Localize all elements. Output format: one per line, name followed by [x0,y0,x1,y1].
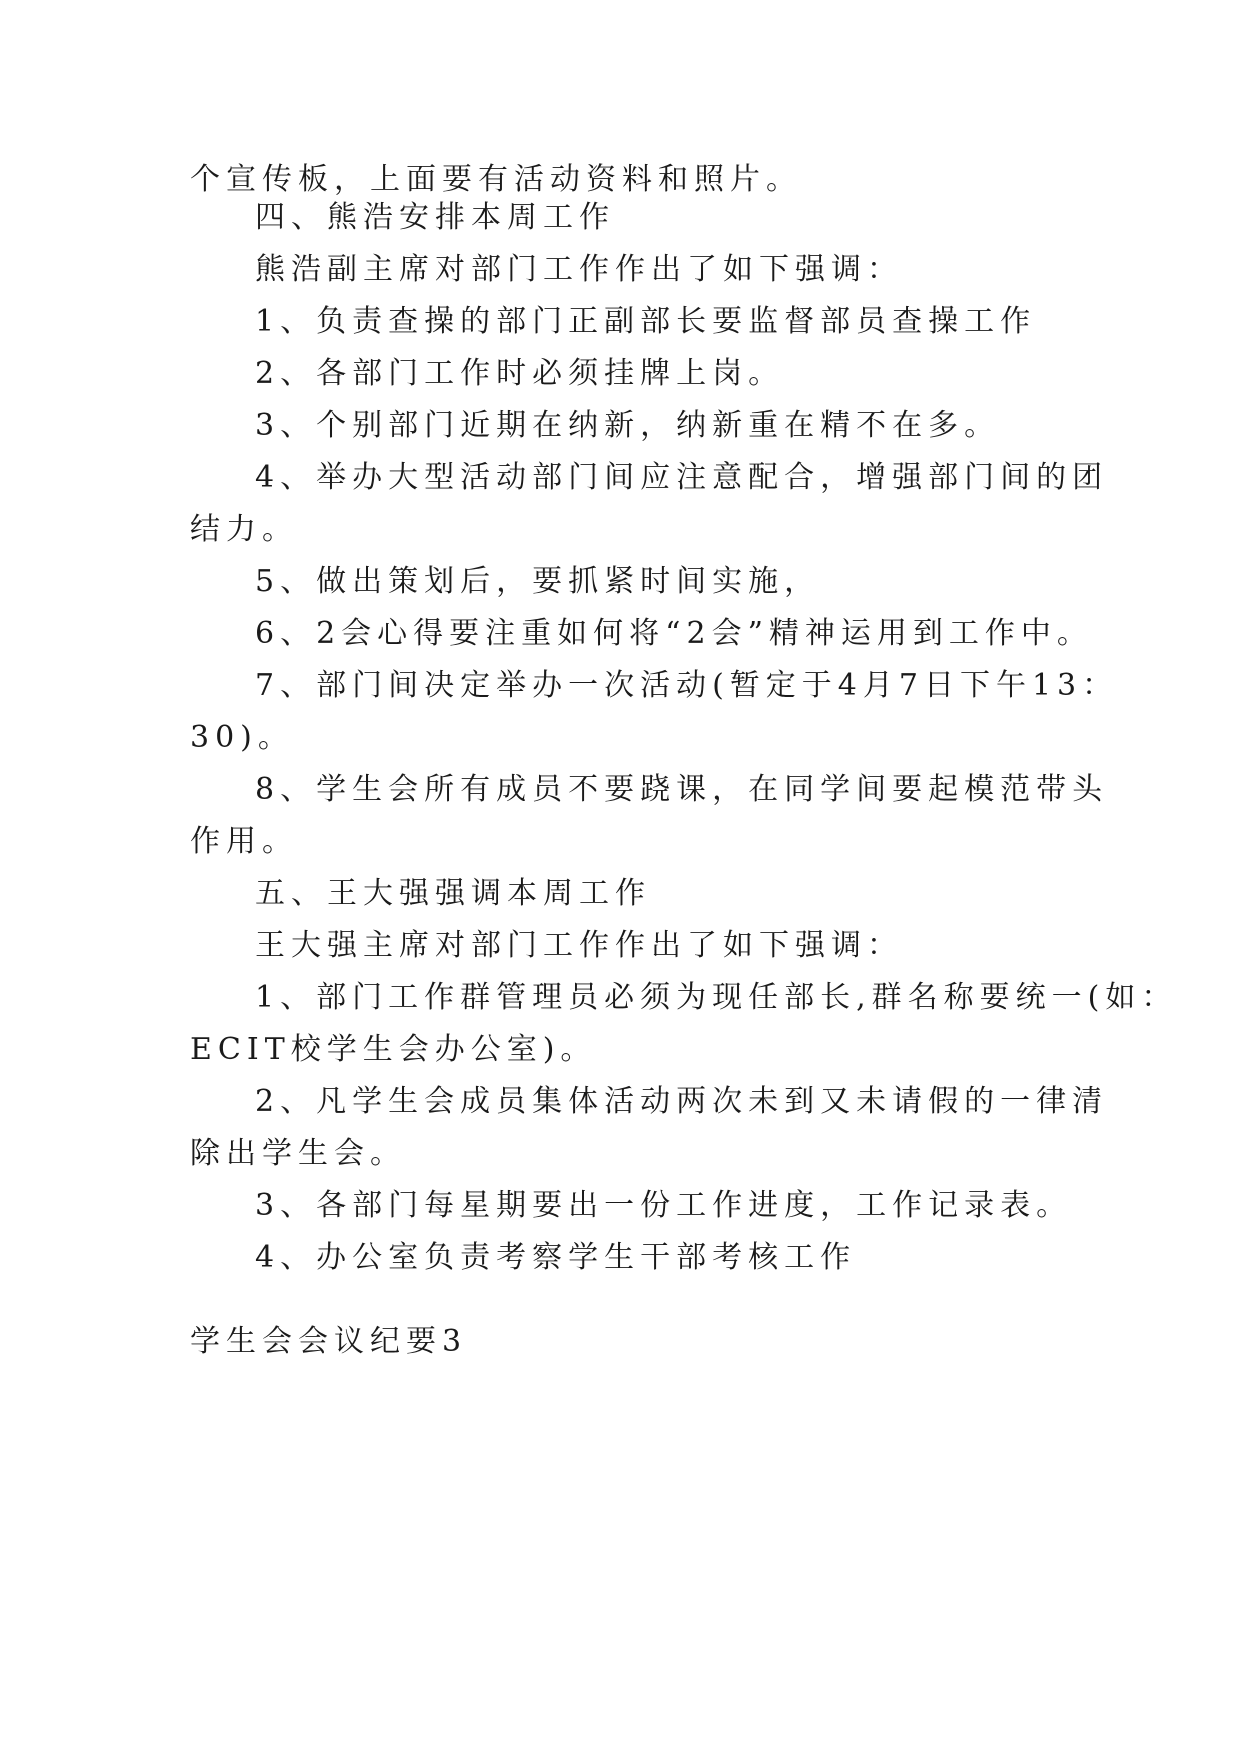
paragraph-line: 熊浩副主席对部门工作作出了如下强调： [255,252,903,287]
list-item-continuation: 结力。 [190,512,298,547]
list-item: 5、做出策划后，要抓紧时间实施， [255,564,821,599]
list-item: 1、部门工作群管理员必须为现任部长,群名称要统一(如： [255,980,1178,1015]
list-item: 1、负责查操的部门正副部长要监督部员查操工作 [255,304,1037,339]
list-item: 3、各部门每星期要出一份工作进度，工作记录表。 [255,1188,1073,1223]
list-item-continuation: 作用。 [190,824,298,859]
paragraph-line: 王大强主席对部门工作作出了如下强调： [255,928,903,963]
list-item-continuation: ECIT校学生会办公室)。 [190,1032,597,1067]
list-item: 8、学生会所有成员不要跷课，在同学间要起模范带头 [255,772,1109,807]
list-item: 4、办公室负责考察学生干部考核工作 [255,1240,857,1275]
list-item: 7、部门间决定举办一次活动(暂定于4月7日下午13： [255,668,1119,703]
section-heading: 四、熊浩安排本周工作 [255,200,615,235]
document-title: 学生会会议纪要3 [190,1324,468,1359]
list-item-continuation: 30)。 [190,720,294,755]
list-item: 6、2会心得要注重如何将“2会”精神运用到工作中。 [255,616,1093,651]
paragraph-line: 个宣传板，上面要有活动资料和照片。 [190,162,802,197]
list-item: 3、个别部门近期在纳新，纳新重在精不在多。 [255,408,1001,443]
list-item: 4、举办大型活动部门间应注意配合，增强部门间的团 [255,460,1109,495]
list-item: 2、凡学生会成员集体活动两次未到又未请假的一律清 [255,1084,1109,1119]
section-heading: 五、王大强强调本周工作 [255,876,651,911]
list-item-continuation: 除出学生会。 [190,1136,406,1171]
list-item: 2、各部门工作时必须挂牌上岗。 [255,356,785,391]
